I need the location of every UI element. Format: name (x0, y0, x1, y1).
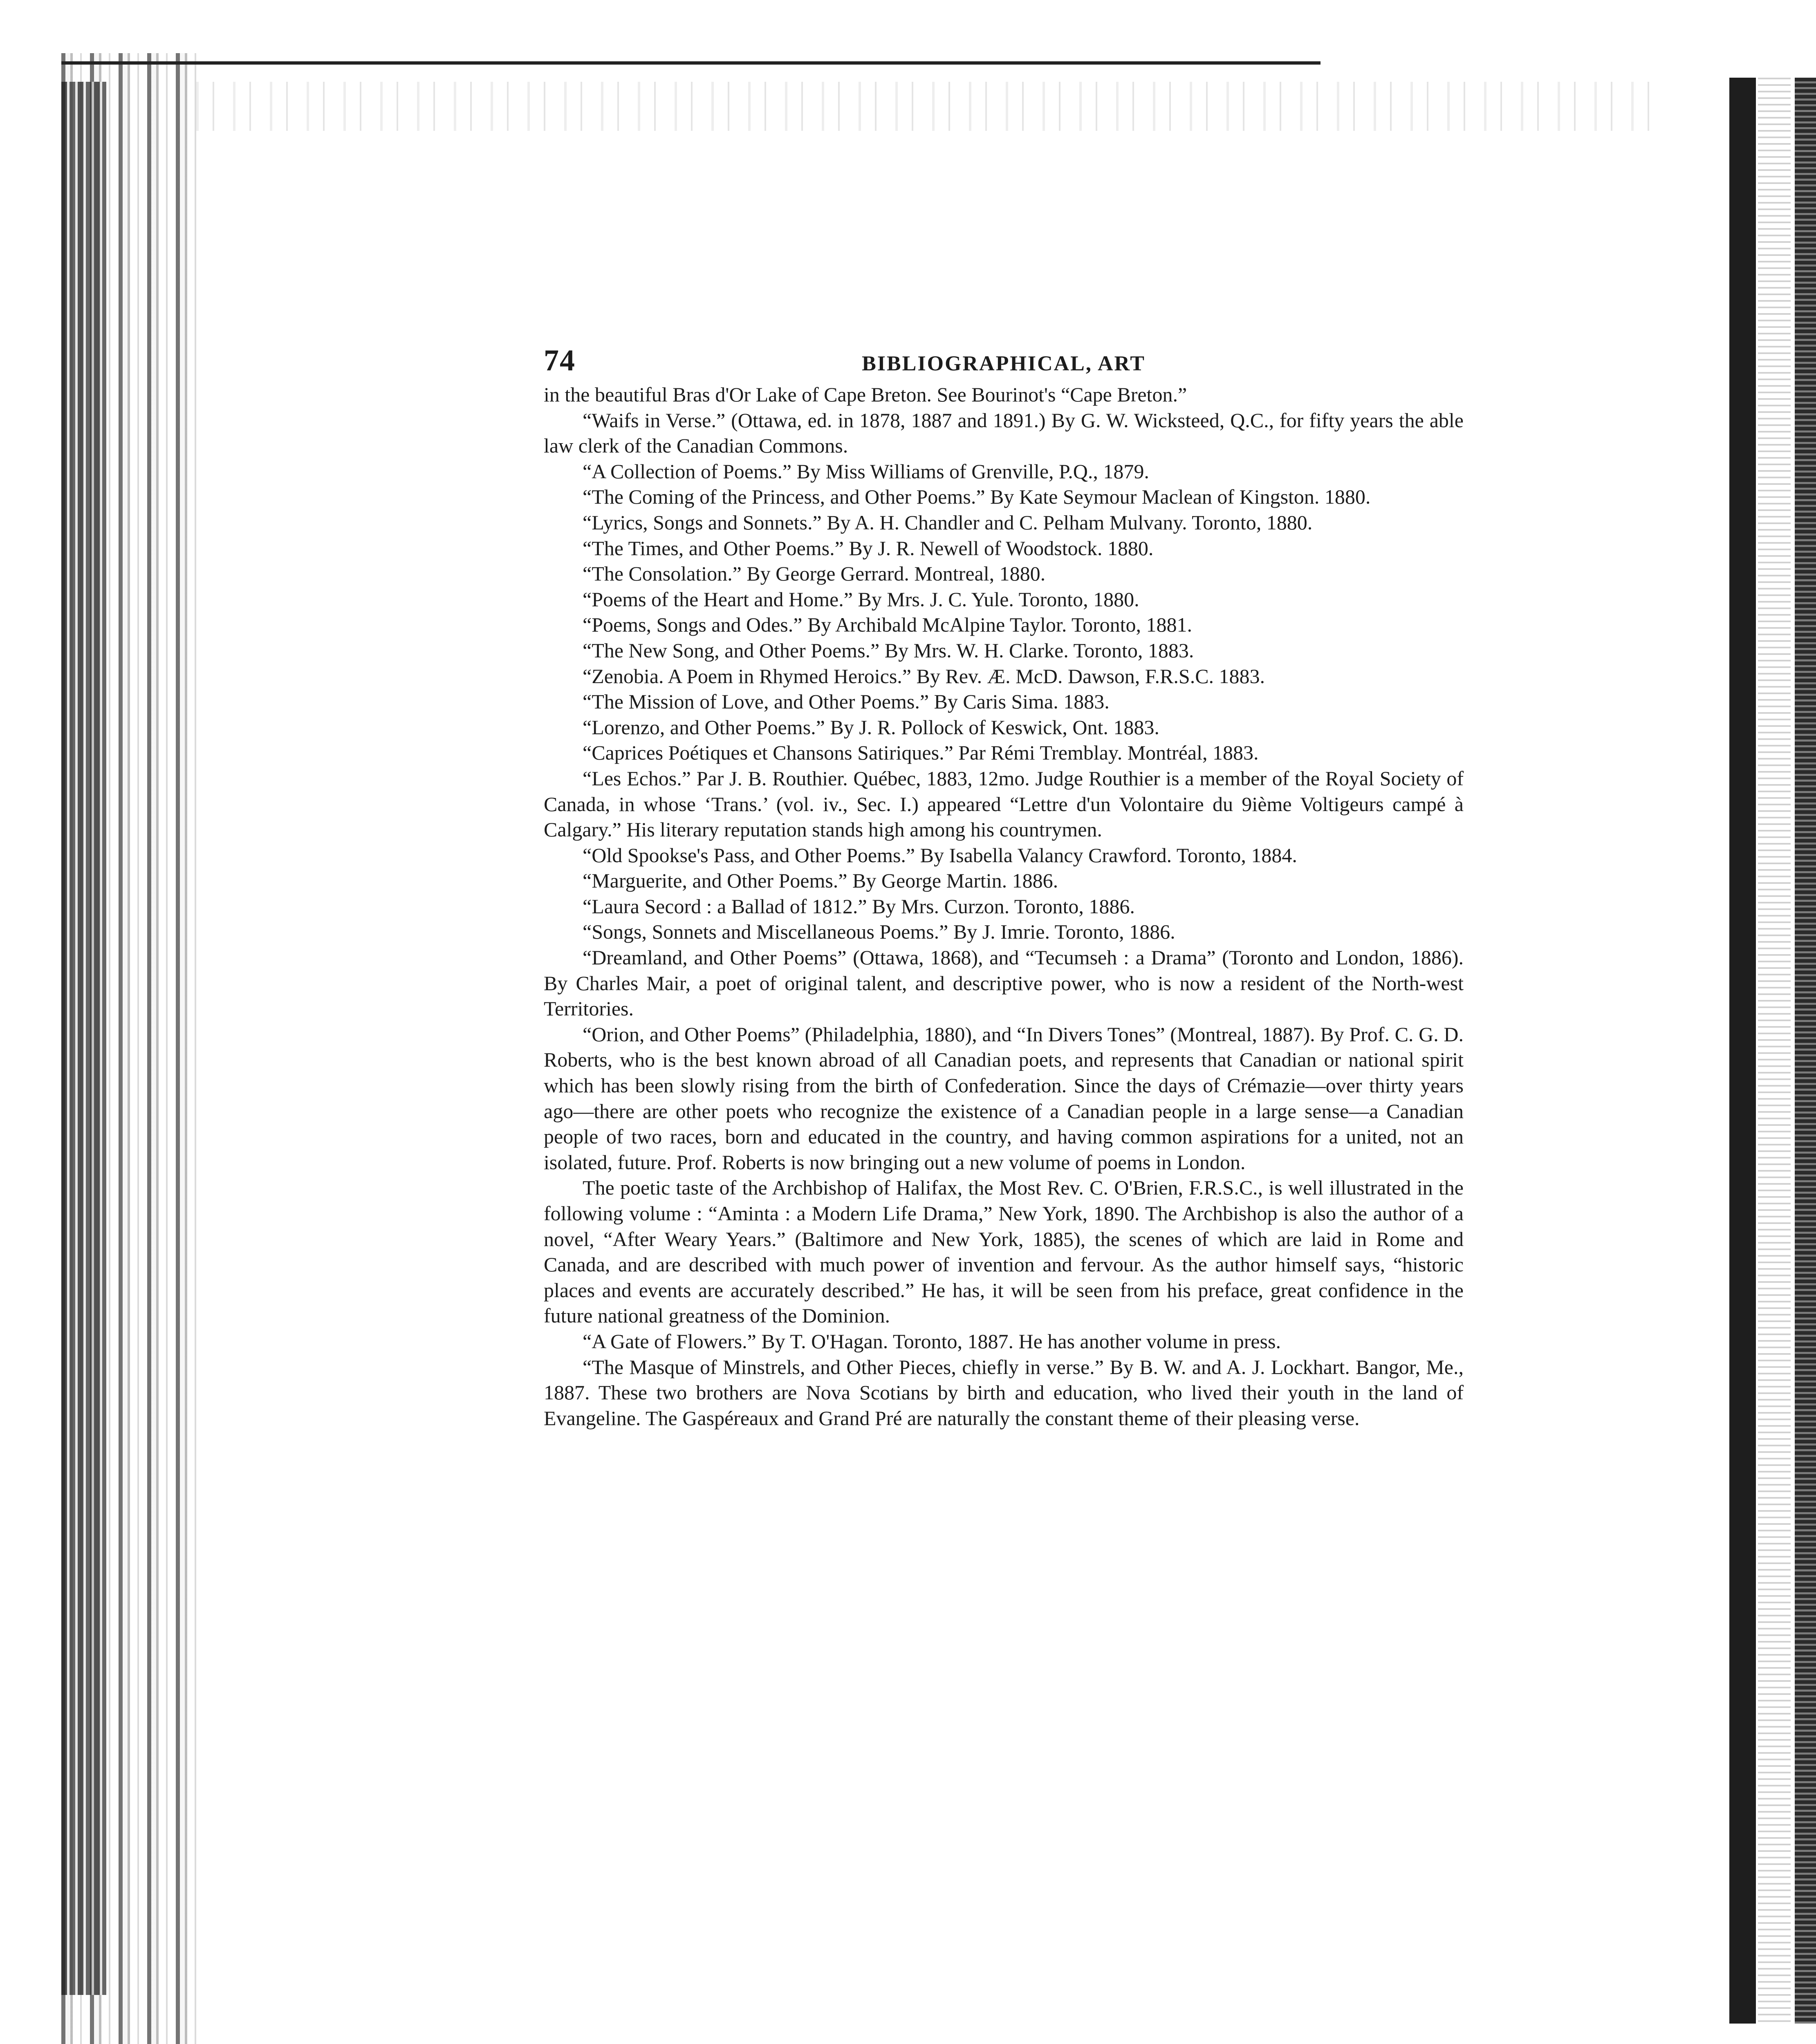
paragraph: “Caprices Poétiques et Chansons Satiriques.” Par Rémi Tremblay. Montréal, 1883. (583, 741, 1259, 764)
paragraph: “A Collection of Poems.” By Miss Williams of Grenville, P.Q., 1879. (583, 459, 1149, 483)
running-head: BIBLIOGRAPHICAL, ART (862, 352, 1146, 375)
paragraph: “Songs, Sonnets and Miscellaneous Poems.” By J. Imrie. Toronto, 1886. (583, 920, 1175, 944)
paragraph: “The Consolation.” By George Gerrard. Montreal, 1880. (583, 562, 1046, 585)
paragraph: “Lyrics, Songs and Sonnets.” By A. H. Chandler and C. Pelham Mulvany. Toronto, 1880. (583, 511, 1313, 534)
scan-right-page-edges (1758, 78, 1791, 2024)
scan-top-bleed-through (196, 82, 1668, 131)
paragraph: “The Times, and Other Poems.” By J. R. Newell of Woodstock. 1880. (583, 536, 1154, 560)
scan-right-edge-bar-outer (1795, 78, 1816, 2024)
paragraph: in the beautiful Bras d'Or Lake of Cape Breton. See Bourinot's “Cape Breton.” (544, 383, 1187, 406)
paragraph: “Dreamland, and Other Poems” (Ottawa, 1868), and “Tecumseh : a Drama” (Toronto and London, 1886). By Charles Mair, a poet of original talent, and descriptive power, who is now a resident of the North-west Territories. (544, 946, 1464, 1020)
page-body (544, 382, 1464, 1431)
paragraph: “Laura Secord : a Ballad of 1812.” By Mrs. Curzon. Toronto, 1886. (583, 894, 1135, 918)
paragraph: “Orion, and Other Poems” (Philadelphia, 1880), and “In Divers Tones” (Montreal, 1887). By Prof. C. G. D. Roberts, who is the best known abroad of all Canadian poets, and represents that Canadian or national spirit which has been slowly rising from the birth of Confederation. Since the days of Crémazie—over thirty years ago—there are other poets who recognize the existence of a Canadian people in a large sense—a Canadian people of two races, born and educated in the country, and having common aspirations for a united, not an isolated, future. Prof. Roberts is now bringing out a new volume of poems in London. (544, 1022, 1464, 1174)
paragraph: “The Masque of Minstrels, and Other Pieces, chiefly in verse.” By B. W. and A. J. Lockhart. Bangor, Me., 1887. These two brothers are Nova Scotians by birth and education, who lived their youth in the land of Evangeline. The Gaspéreaux and Grand Pré are naturally the constant theme of their pleasing verse. (544, 1355, 1464, 1430)
book-page (544, 343, 1464, 1431)
paragraph: “Zenobia. A Poem in Rhymed Heroics.” By Rev. Æ. McD. Dawson, F.R.S.C. 1883. (583, 664, 1265, 688)
paragraph: “Poems, Songs and Odes.” By Archibald McAlpine Taylor. Toronto, 1881. (583, 613, 1193, 637)
paragraph: “The New Song, and Other Poems.” By Mrs. W. H. Clarke. Toronto, 1883. (583, 639, 1194, 662)
paragraph: “Lorenzo, and Other Poems.” By J. R. Pollock of Keswick, Ont. 1883. (583, 715, 1159, 739)
paragraph: “Les Echos.” Par J. B. Routhier. Québec, 1883, 12mo. Judge Routhier is a member of the Royal Society of Canada, in whose ‘Trans.’ (vol. iv., Sec. I.) appeared “Lettre d'un Volontaire du 9ième Voltigeurs campé à Calgary.” His literary reputation stands high among his countrymen. (544, 766, 1464, 841)
paragraph: “Waifs in Verse.” (Ottawa, ed. in 1878, 1887 and 1891.) By G. W. Wicksteed, Q.C., for fifty years the able law clerk of the Canadian Commons. (544, 408, 1464, 457)
page-number: 74 (544, 344, 576, 377)
page-header (544, 343, 1464, 380)
paragraph: The poetic taste of the Archbishop of Halifax, the Most Rev. C. O'Brien, F.R.S.C., is well illustrated in the following volume : “Aminta : a Modern Life Drama,” New York, 1890. The Archbishop is also the author of a novel, “After Weary Years.” (Baltimore and New York, 1885), the scenes of which are laid in Rome and Canada, and are described with much power of invention and fervour. As the author himself says, “historic places and events are accurately described.” He has, it will be seen from his preface, great confidence in the future national greatness of the Dominion. (544, 1176, 1464, 1327)
paragraph: “Poems of the Heart and Home.” By Mrs. J. C. Yule. Toronto, 1880. (583, 587, 1139, 611)
paragraph: “Old Spookse's Pass, and Other Poems.” By Isabella Valancy Crawford. Toronto, 1884. (583, 843, 1297, 867)
paragraph: “Marguerite, and Other Poems.” By George Martin. 1886. (583, 869, 1058, 892)
scan-binding-edge-left (61, 82, 106, 1995)
scan-right-edge-bar (1729, 78, 1756, 2024)
paragraph: “A Gate of Flowers.” By T. O'Hagan. Toronto, 1887. He has another volume in press. (583, 1329, 1281, 1353)
paragraph: “The Coming of the Princess, and Other Poems.” By Kate Seymour Maclean of Kingston. 1880. (583, 485, 1371, 509)
scan-top-rule (61, 61, 1321, 65)
paragraph: “The Mission of Love, and Other Poems.” By Caris Sima. 1883. (583, 690, 1110, 713)
